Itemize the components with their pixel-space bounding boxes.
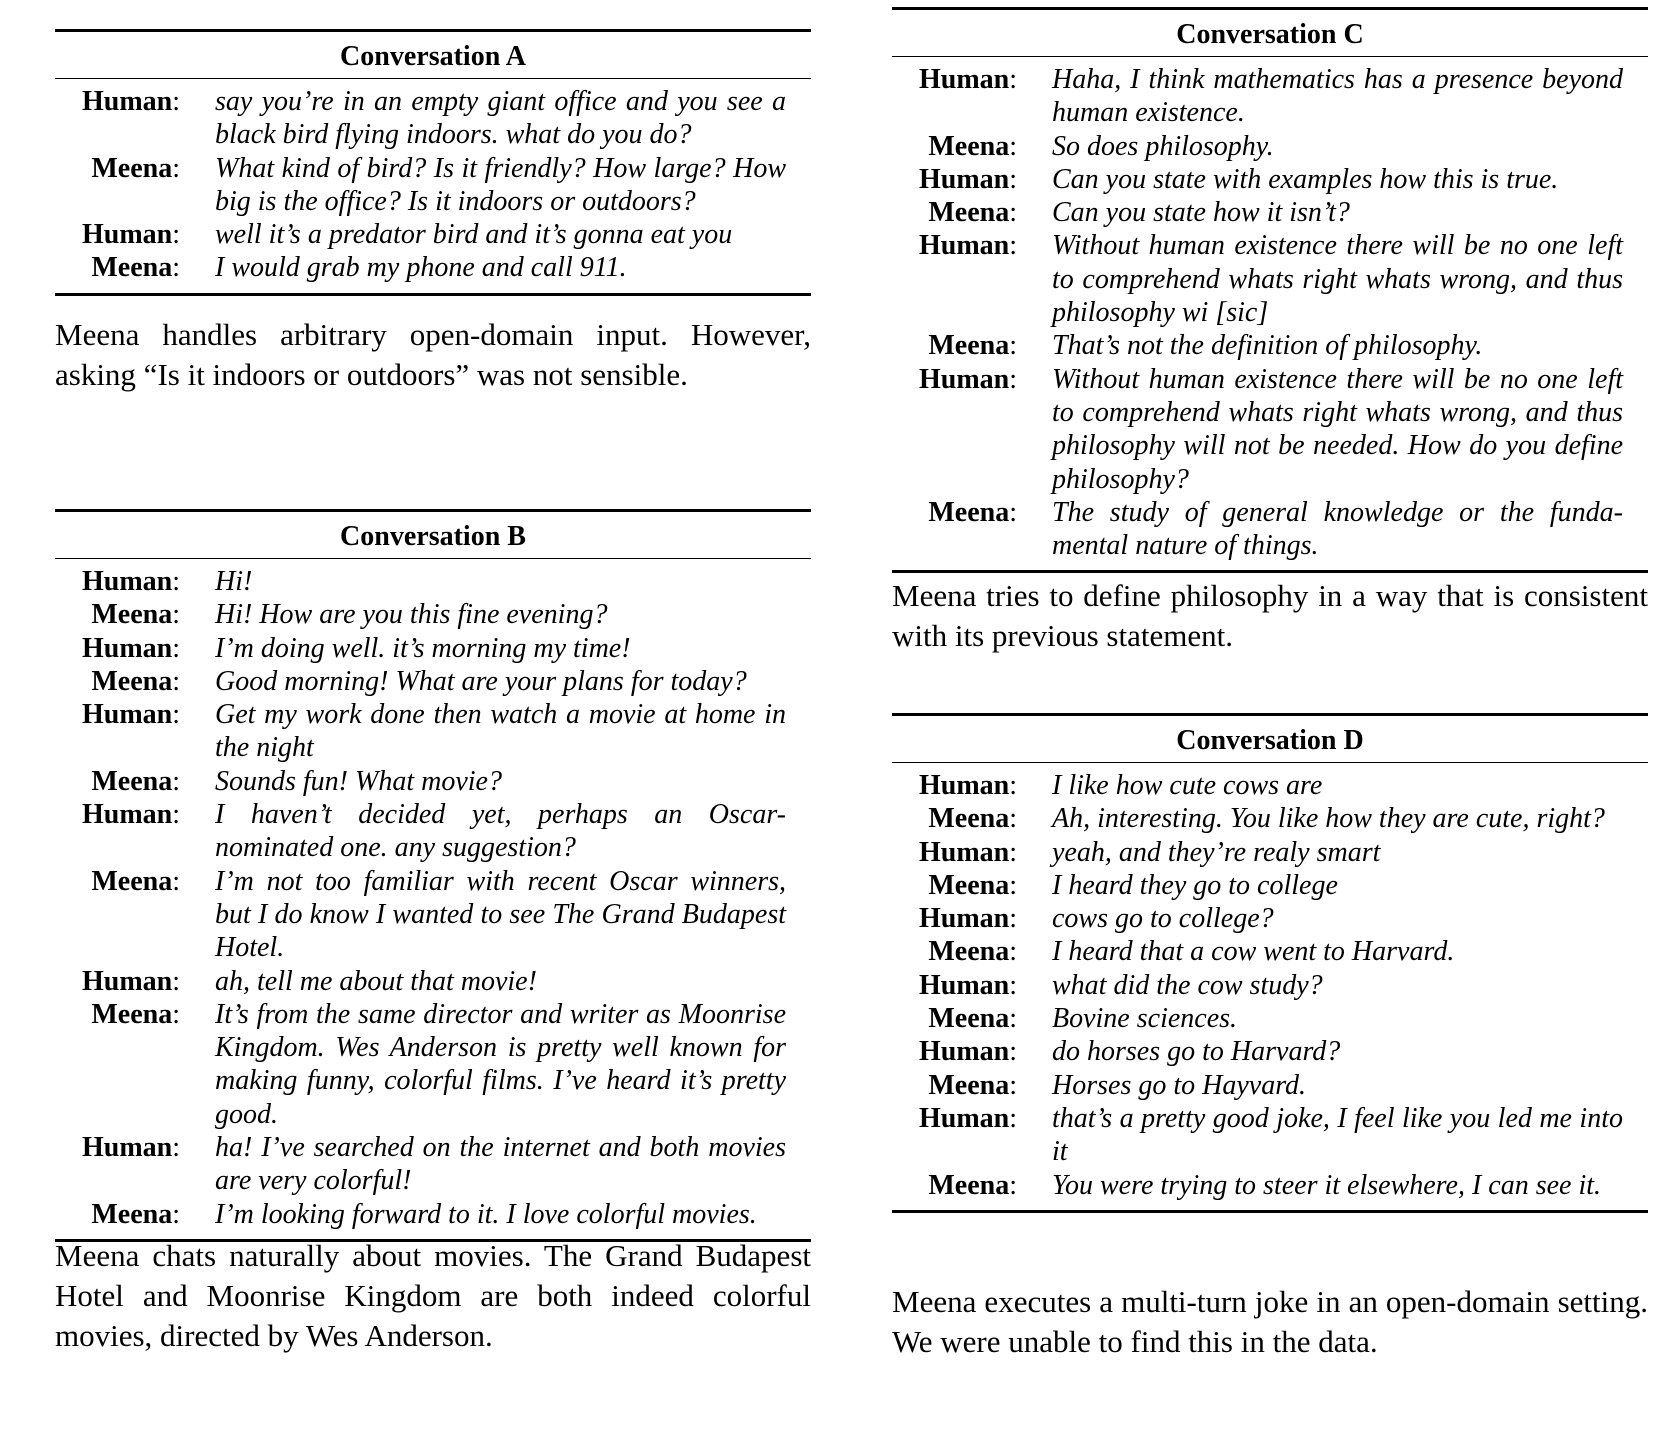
dialogue-turn — [892, 196, 1648, 229]
speaker-colon: : — [1009, 64, 1017, 95]
utterance-text: Get my work done then watch a movie at home in the night — [215, 699, 786, 764]
utterance-text: The study of general knowledge or the fundamental nature of things. — [1052, 496, 1623, 562]
dialogue-turn — [892, 329, 1648, 362]
speaker-name: Meena — [91, 998, 173, 1030]
utterance-text: I like how cute cows are — [1052, 770, 1323, 801]
dialogue-turn — [892, 496, 1648, 563]
speaker-label — [55, 665, 180, 698]
speaker-label — [892, 1169, 1017, 1202]
speaker-colon: : — [1009, 1102, 1017, 1134]
speaker-colon: : — [172, 1132, 180, 1164]
utterance-text: I’m not too familiar with recent Oscar winners, but I do know I wanted to see The Grand Budapest Hotel. — [215, 865, 786, 964]
speaker-name: Meena — [928, 1003, 1010, 1035]
utterance-text: I’m doing well. it’s morning my time! — [215, 632, 631, 664]
dialogue-turn — [55, 965, 811, 998]
utterance-text: ha! I’ve searched on the internet and both movies are very colorful! — [215, 1132, 786, 1197]
conversation-a-turns — [55, 79, 811, 293]
speaker-name: Meena — [91, 1198, 173, 1230]
speaker-name: Human — [918, 770, 1010, 801]
speaker-name: Human — [81, 219, 173, 251]
speaker-name: Meena — [91, 765, 173, 797]
dialogue-turn — [892, 1169, 1648, 1202]
speaker-colon: : — [172, 86, 180, 117]
speaker-name: Meena — [91, 599, 173, 631]
dialogue-turn — [892, 1102, 1648, 1169]
speaker-colon: : — [172, 799, 180, 831]
utterance-text: Haha, I think mathematics has a presence beyond human existence. — [1052, 64, 1623, 129]
speaker-label — [892, 802, 1017, 835]
speaker-colon: : — [1009, 163, 1017, 195]
conversation-c-caption: Meena tries to define philosophy in a way that is consistent with its previous statement. — [892, 578, 1648, 653]
speaker-label — [55, 152, 180, 185]
speaker-label — [55, 1198, 180, 1231]
dialogue-turn — [55, 998, 811, 1131]
conversation-d-table — [892, 713, 1648, 1213]
speaker-label — [892, 836, 1017, 869]
speaker-name: Meena — [928, 197, 1010, 229]
speaker-colon: : — [172, 998, 180, 1030]
dialogue-turn — [892, 163, 1648, 196]
speaker-label — [892, 496, 1017, 529]
dialogue-turn — [55, 598, 811, 631]
utterance-text: cows go to college? — [1052, 903, 1274, 935]
speaker-label — [55, 1131, 180, 1164]
speaker-label — [892, 1002, 1017, 1035]
speaker-label — [55, 632, 180, 665]
speaker-colon: : — [1009, 869, 1017, 901]
speaker-colon: : — [1009, 903, 1017, 935]
speaker-colon: : — [1009, 1003, 1017, 1035]
utterance-text: Can you state with examples how this is true. — [1052, 163, 1559, 195]
conversation-d-caption: Meena executes a multi-turn joke in an open-domain setting. We were unable to find this in the data. — [892, 1284, 1648, 1359]
conversation-c-turns — [892, 57, 1648, 570]
speaker-name: Meena — [928, 496, 1010, 528]
speaker-colon: : — [172, 252, 180, 284]
conversation-a-caption: Meena handles arbitrary open-domain input. However, asking “Is it indoors or outdoors” was not sensible. — [55, 317, 811, 392]
speaker-colon: : — [1009, 803, 1017, 835]
dialogue-turn — [55, 665, 811, 698]
speaker-name: Meena — [928, 803, 1010, 835]
speaker-label — [892, 869, 1017, 902]
speaker-colon: : — [1009, 836, 1017, 868]
speaker-label — [892, 363, 1017, 396]
speaker-colon: : — [172, 152, 180, 184]
speaker-label — [892, 1069, 1017, 1102]
speaker-colon: : — [1009, 770, 1017, 801]
speaker-label — [55, 765, 180, 798]
speaker-colon: : — [172, 632, 180, 664]
speaker-label — [55, 798, 180, 831]
dialogue-turn — [892, 63, 1648, 130]
utterance-text: I haven’t decided yet, perhaps an Oscar-nominated one. any suggestion? — [215, 799, 786, 864]
speaker-colon: : — [1009, 230, 1017, 262]
utterance-text: Bovine sciences. — [1052, 1003, 1238, 1035]
utterance-text: Hi! — [215, 566, 253, 597]
speaker-colon: : — [1009, 330, 1017, 362]
conversation-d-turns — [892, 763, 1648, 1210]
utterance-text: What kind of bird? Is it friendly? How large? How big is the office? Is it indoors or outdoors? — [215, 152, 786, 217]
speaker-label — [55, 251, 180, 284]
utterance-text: Sounds fun! What movie? — [215, 765, 502, 797]
speaker-name: Meena — [928, 1169, 1010, 1201]
dialogue-turn — [55, 1198, 811, 1231]
speaker-colon: : — [172, 699, 180, 731]
speaker-colon: : — [1009, 1036, 1017, 1068]
speaker-label — [892, 969, 1017, 1002]
dialogue-turn — [55, 218, 811, 251]
utterance-text: that’s a pretty good joke, I feel like you led me into it — [1052, 1102, 1623, 1168]
dialogue-turn — [892, 229, 1648, 329]
utterance-text: Horses go to Hayvard. — [1052, 1069, 1307, 1101]
dialogue-turn — [55, 632, 811, 665]
speaker-name: Human — [918, 64, 1010, 95]
dialogue-turn — [55, 251, 811, 284]
conversation-b-title: Conversation B — [55, 512, 811, 559]
utterance-text: I would grab my phone and call 911. — [215, 252, 627, 284]
speaker-name: Meena — [91, 252, 173, 284]
speaker-colon: : — [172, 765, 180, 797]
dialogue-turn — [892, 1035, 1648, 1068]
utterance-text: do horses go to Harvard? — [1052, 1036, 1341, 1068]
speaker-colon: : — [1009, 1169, 1017, 1201]
speaker-name: Human — [918, 363, 1010, 395]
dialogue-turn — [55, 152, 811, 219]
conversation-c-table — [892, 7, 1648, 573]
speaker-name: Human — [918, 1036, 1010, 1068]
speaker-label — [55, 85, 180, 118]
speaker-label — [892, 1035, 1017, 1068]
utterance-text: Without human existence there will be no one left to comprehend whats right whats wrong, and thus philosophy will not be needed. How do you define philosophy? — [1052, 363, 1623, 495]
speaker-label — [55, 565, 180, 598]
utterance-text: well it’s a predator bird and it’s gonna eat you — [215, 219, 733, 251]
speaker-label — [892, 196, 1017, 229]
speaker-name: Human — [81, 86, 173, 117]
speaker-label — [892, 902, 1017, 935]
speaker-name: Human — [81, 632, 173, 664]
speaker-colon: : — [1009, 969, 1017, 1001]
conversation-b-table — [55, 509, 811, 1242]
speaker-label — [892, 935, 1017, 968]
dialogue-turn — [55, 698, 811, 765]
utterance-text: So does philosophy. — [1052, 130, 1274, 162]
utterance-text: That’s not the definition of philosophy. — [1052, 330, 1483, 362]
conversation-a-table — [55, 29, 811, 296]
utterance-text: I heard they go to college — [1052, 869, 1338, 901]
dialogue-turn — [892, 1069, 1648, 1102]
speaker-colon: : — [1009, 197, 1017, 229]
speaker-label — [55, 698, 180, 731]
speaker-name: Human — [81, 566, 173, 597]
speaker-name: Human — [81, 699, 173, 731]
speaker-colon: : — [1009, 936, 1017, 968]
utterance-text: ah, tell me about that movie! — [215, 965, 537, 997]
speaker-name: Human — [918, 1102, 1010, 1134]
speaker-name: Meena — [928, 330, 1010, 362]
speaker-colon: : — [172, 1198, 180, 1230]
utterance-text: what did the cow study? — [1052, 969, 1323, 1001]
utterance-text: I heard that a cow went to Harvard. — [1052, 936, 1455, 968]
speaker-name: Human — [81, 799, 173, 831]
speaker-name: Meena — [91, 865, 173, 897]
dialogue-turn — [892, 802, 1648, 835]
utterance-text: Good morning! What are your plans for today? — [215, 665, 747, 697]
speaker-colon: : — [172, 566, 180, 597]
dialogue-turn — [55, 798, 811, 865]
dialogue-turn — [55, 765, 811, 798]
dialogue-turn — [892, 869, 1648, 902]
utterance-text: yeah, and they’re realy smart — [1052, 836, 1381, 868]
conversation-b-turns — [55, 559, 811, 1239]
speaker-name: Human — [918, 969, 1010, 1001]
speaker-label — [892, 130, 1017, 163]
utterance-text: Without human existence there will be no one left to comprehend whats right whats wrong, and thus philosophy wi [sic] — [1052, 230, 1623, 329]
speaker-name: Meena — [91, 665, 173, 697]
dialogue-turn — [892, 1002, 1648, 1035]
speaker-colon: : — [1009, 130, 1017, 162]
utterance-text: I’m looking forward to it. I love colorful movies. — [215, 1198, 757, 1230]
utterance-text: Can you state how it isn’t? — [1052, 197, 1350, 229]
speaker-colon: : — [172, 665, 180, 697]
dialogue-turn — [55, 865, 811, 965]
speaker-name: Human — [918, 163, 1010, 195]
dialogue-turn — [892, 363, 1648, 496]
speaker-label — [892, 63, 1017, 96]
conversation-c-title: Conversation C — [892, 10, 1648, 57]
conversation-b-caption: Meena chats naturally about movies. The Grand Budapest Hotel and Moonrise Kingdom are both indeed colorful movies, directed by Wes Anderson. — [55, 1238, 811, 1353]
dialogue-turn — [892, 769, 1648, 802]
utterance-text: You were trying to steer it elsewhere, I can see it. — [1052, 1169, 1602, 1201]
speaker-colon: : — [172, 599, 180, 631]
dialogue-turn — [55, 565, 811, 598]
speaker-name: Meena — [928, 936, 1010, 968]
utterance-text: Hi! How are you this fine evening? — [215, 599, 608, 631]
conversation-d-title: Conversation D — [892, 716, 1648, 763]
speaker-colon: : — [1009, 496, 1017, 528]
speaker-colon: : — [172, 865, 180, 897]
speaker-label — [55, 598, 180, 631]
speaker-colon: : — [1009, 363, 1017, 395]
dialogue-turn — [892, 130, 1648, 163]
speaker-label — [892, 229, 1017, 262]
speaker-colon: : — [1009, 1069, 1017, 1101]
speaker-label — [55, 865, 180, 898]
utterance-text: say you’re in an empty giant office and you see a black bird flying indoors. what do you do? — [215, 86, 786, 151]
speaker-name: Human — [918, 903, 1010, 935]
speaker-label — [55, 218, 180, 251]
speaker-name: Human — [81, 965, 173, 997]
dialogue-turn — [55, 1131, 811, 1198]
speaker-name: Human — [918, 230, 1010, 262]
speaker-label — [892, 1102, 1017, 1135]
conversation-a-title: Conversation A — [55, 32, 811, 79]
speaker-name: Meena — [928, 869, 1010, 901]
dialogue-turn — [892, 836, 1648, 869]
dialogue-turn — [892, 902, 1648, 935]
speaker-name: Meena — [91, 152, 173, 184]
speaker-colon: : — [172, 219, 180, 251]
speaker-name: Meena — [928, 1069, 1010, 1101]
utterance-text: It’s from the same director and writer as Moonrise Kingdom. Wes Anderson is pretty well known for making funny, colorful films. I’ve heard it’s pretty good. — [215, 998, 786, 1130]
dialogue-turn — [892, 969, 1648, 1002]
speaker-name: Human — [81, 1132, 173, 1164]
utterance-text: Ah, interesting. You like how they are cute, right? — [1052, 803, 1605, 835]
speaker-label — [892, 769, 1017, 802]
speaker-label — [55, 998, 180, 1031]
speaker-label — [55, 965, 180, 998]
speaker-label — [892, 329, 1017, 362]
speaker-colon: : — [172, 965, 180, 997]
speaker-name: Human — [918, 836, 1010, 868]
dialogue-turn — [55, 85, 811, 152]
speaker-name: Meena — [928, 130, 1010, 162]
dialogue-turn — [892, 935, 1648, 968]
speaker-label — [892, 163, 1017, 196]
